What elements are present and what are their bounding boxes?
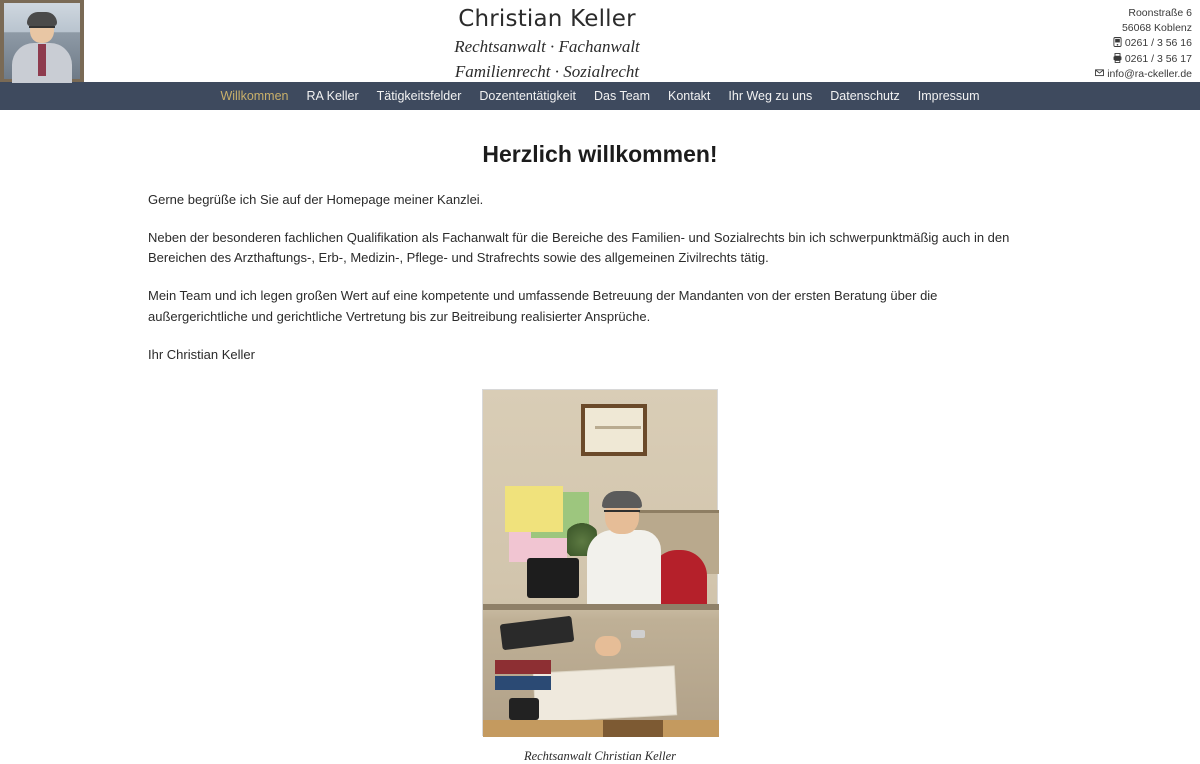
photo-phone-region [509,698,539,720]
photo-books-region [495,660,551,674]
phone-icon [1113,37,1122,47]
contact-fax-line [1010,52,1192,67]
contact-phone-line [1010,36,1192,51]
contact-email-link[interactable]: info@ra-ckeller.de [1107,67,1192,80]
page-title: Herzlich willkommen! [482,141,718,167]
main-navigation[interactable] [0,82,1200,110]
portrait-tie-shape [38,44,46,76]
photo-christian-keller-at-desk [482,389,718,736]
firm-name: Christian Keller [458,6,636,32]
photo-foreground-strip-region [483,720,719,737]
photo-person-glasses-region [604,510,640,517]
nav-item-willkommen[interactable]: Willkommen [220,89,289,103]
portrait-glasses-shape [29,26,55,32]
paragraph-signature: Ihr Christian Keller [148,346,255,362]
contact-street: Roonstraße 6 [1128,7,1192,19]
photo-papers-region [534,666,676,721]
figure-portrait [148,389,1052,764]
contact-fax: 0261 / 3 56 17 [1124,52,1192,65]
site-title-block [84,0,1010,82]
nav-item-ra-keller[interactable]: RA Keller [306,89,359,103]
photo-framed-picture-region [581,404,647,456]
firm-subtitle-line-2: Familienrecht · Sozialrecht [454,61,640,81]
portrait-hair-shape [27,12,57,26]
paragraph-qualification: Neben der besonderen fachlichen Qualifikation als Fachanwalt für die Bereiche des Familien- und Sozialrechts bin ich schwerpunktmäßig auch in den Bereichen des Arzthaftungs-, Erb-, Medizin-, Pflege- und Strafrechts sowie des allgemeinen Zivilrechts tätig. [148,230,1010,266]
logo-box [0,0,84,82]
main-content [0,141,1200,764]
contact-city: 56068 Koblenz [1121,22,1192,35]
contact-email-line[interactable] [1010,67,1192,82]
mail-icon [1095,68,1104,78]
figure-caption: Rechtsanwalt Christian Keller [523,748,677,763]
nav-item-kontakt[interactable]: Kontakt [668,89,711,103]
paragraph-team: Mein Team und ich legen großen Wert auf eine kompetente und umfassende Betreuung der Mandanten von der ersten Beratung über die außergerichtliche und gerichtliche Vertretung bis zur Beitreibung realisierter Ansprüche. [148,288,938,324]
nav-item-datenschutz[interactable]: Datenschutz [830,89,900,103]
site-header [0,0,1200,82]
contact-block [1010,0,1200,82]
photo-person-hair-region [602,491,642,508]
photo-hand-region [595,636,621,656]
nav-item-taetigkeitsfelder[interactable]: Tätigkeitsfelder [376,89,462,103]
photo-watch-region [631,630,645,638]
nav-item-dozententaetigkeit[interactable]: Dozententätigkeit [479,89,576,103]
nav-item-ihr-weg-zu-uns[interactable]: Ihr Weg zu uns [728,89,813,103]
contact-phone: 0261 / 3 56 16 [1124,37,1192,50]
nav-item-impressum[interactable]: Impressum [917,89,980,103]
paragraph-greeting: Gerne begrüße ich Sie auf der Homepage meiner Kanzlei. [148,192,484,207]
firm-subtitle-line-1: Rechtsanwalt · Fachanwalt [454,36,640,56]
photo-wall-notes-region [505,486,563,532]
photo-monitor-region [527,558,579,598]
fax-icon [1113,53,1122,63]
portrait-photo-icon [4,3,80,79]
nav-item-das-team[interactable]: Das Team [593,89,651,103]
